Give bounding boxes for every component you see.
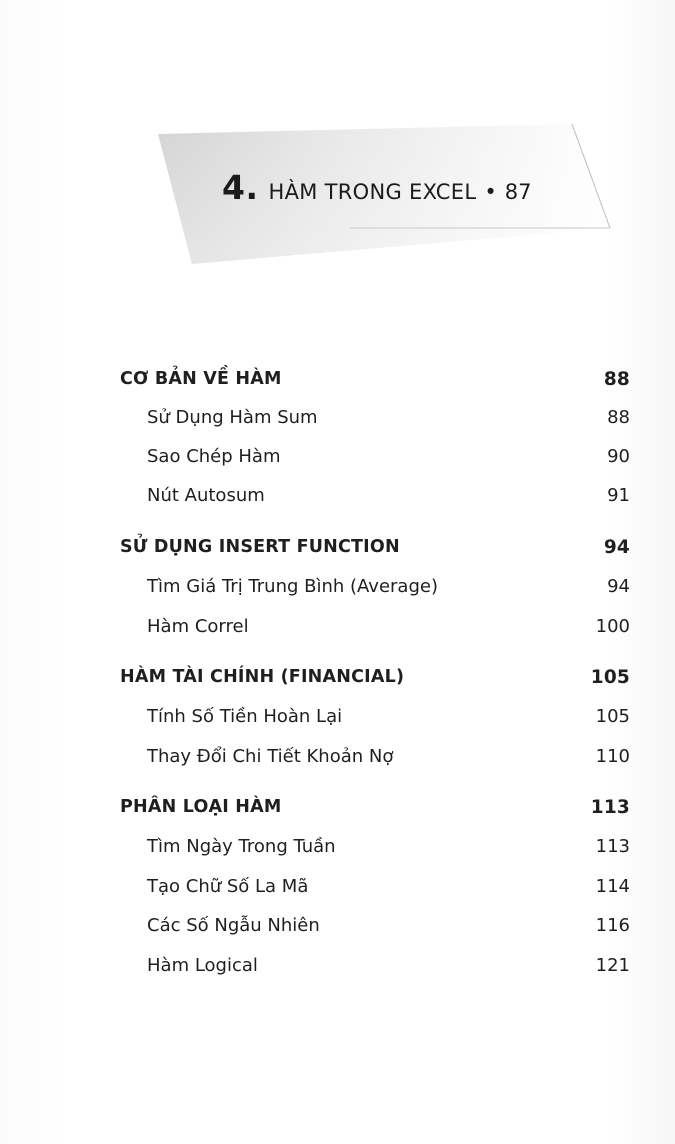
toc-item-title: Nút Autosum — [147, 484, 265, 506]
toc-item-row[interactable] — [120, 951, 630, 979]
toc-section-page: 113 — [590, 796, 630, 818]
toc-section-page: 94 — [603, 536, 630, 558]
chapter-page-number: 87 — [504, 180, 532, 204]
toc-item-row[interactable] — [120, 612, 630, 640]
toc-item-row[interactable] — [120, 872, 630, 900]
toc-section-page: 105 — [590, 666, 630, 688]
toc-item-title: Tìm Giá Trị Trung Bình (Average) — [147, 575, 438, 597]
toc-item-title: Sử Dụng Hàm Sum — [147, 406, 318, 428]
toc-section-row[interactable] — [120, 793, 630, 821]
toc-section-row[interactable] — [120, 533, 630, 561]
toc-item-row[interactable] — [120, 742, 630, 770]
toc-item-row[interactable] — [120, 481, 630, 509]
toc-item-title: Tạo Chữ Số La Mã — [147, 875, 309, 897]
toc-item-title: Tìm Ngày Trong Tuần — [147, 835, 336, 857]
toc-section-row[interactable] — [120, 663, 630, 691]
toc-section-title: CƠ BẢN VỀ HÀM — [120, 369, 282, 389]
toc-item-row[interactable] — [120, 403, 630, 431]
toc-item-row[interactable] — [120, 911, 630, 939]
toc-item-row[interactable] — [120, 572, 630, 600]
toc-item-title: Hàm Logical — [147, 954, 258, 976]
chapter-heading — [222, 168, 531, 208]
toc-item-page: 88 — [607, 406, 630, 428]
toc-item-title: Sao Chép Hàm — [147, 445, 281, 467]
toc-section-title: HÀM TÀI CHÍNH (FINANCIAL) — [120, 667, 405, 687]
toc-item-page: 114 — [595, 875, 630, 897]
toc-section-row[interactable] — [120, 365, 630, 393]
toc-item-page: 90 — [607, 445, 630, 467]
toc-item-page: 105 — [595, 705, 630, 727]
toc-item-row[interactable] — [120, 702, 630, 730]
chapter-name: HÀM TRONG EXCEL — [268, 180, 477, 204]
toc-item-title: Hàm Correl — [147, 615, 249, 637]
toc-item-page: 91 — [607, 484, 630, 506]
toc-item-title: Tính Số Tiền Hoàn Lại — [147, 705, 343, 727]
toc-item-page: 113 — [595, 835, 630, 857]
toc-section-title: PHÂN LOẠI HÀM — [120, 797, 282, 817]
toc-item-title: Các Số Ngẫu Nhiên — [147, 914, 320, 936]
toc-item-title: Thay Đổi Chi Tiết Khoản Nợ — [147, 745, 394, 767]
toc-item-page: 100 — [595, 615, 630, 637]
toc-section-page: 88 — [603, 368, 630, 390]
toc-section-title: SỬ DỤNG INSERT FUNCTION — [120, 537, 400, 557]
toc-item-page: 94 — [607, 575, 630, 597]
chapter-banner — [0, 0, 675, 300]
toc-item-page: 116 — [595, 914, 630, 936]
toc-item-row[interactable] — [120, 832, 630, 860]
toc-item-page: 110 — [595, 745, 630, 767]
toc-item-row[interactable] — [120, 442, 630, 470]
toc-item-page: 121 — [595, 954, 630, 976]
chapter-separator: • — [484, 180, 497, 204]
chapter-number: 4. — [222, 168, 259, 207]
